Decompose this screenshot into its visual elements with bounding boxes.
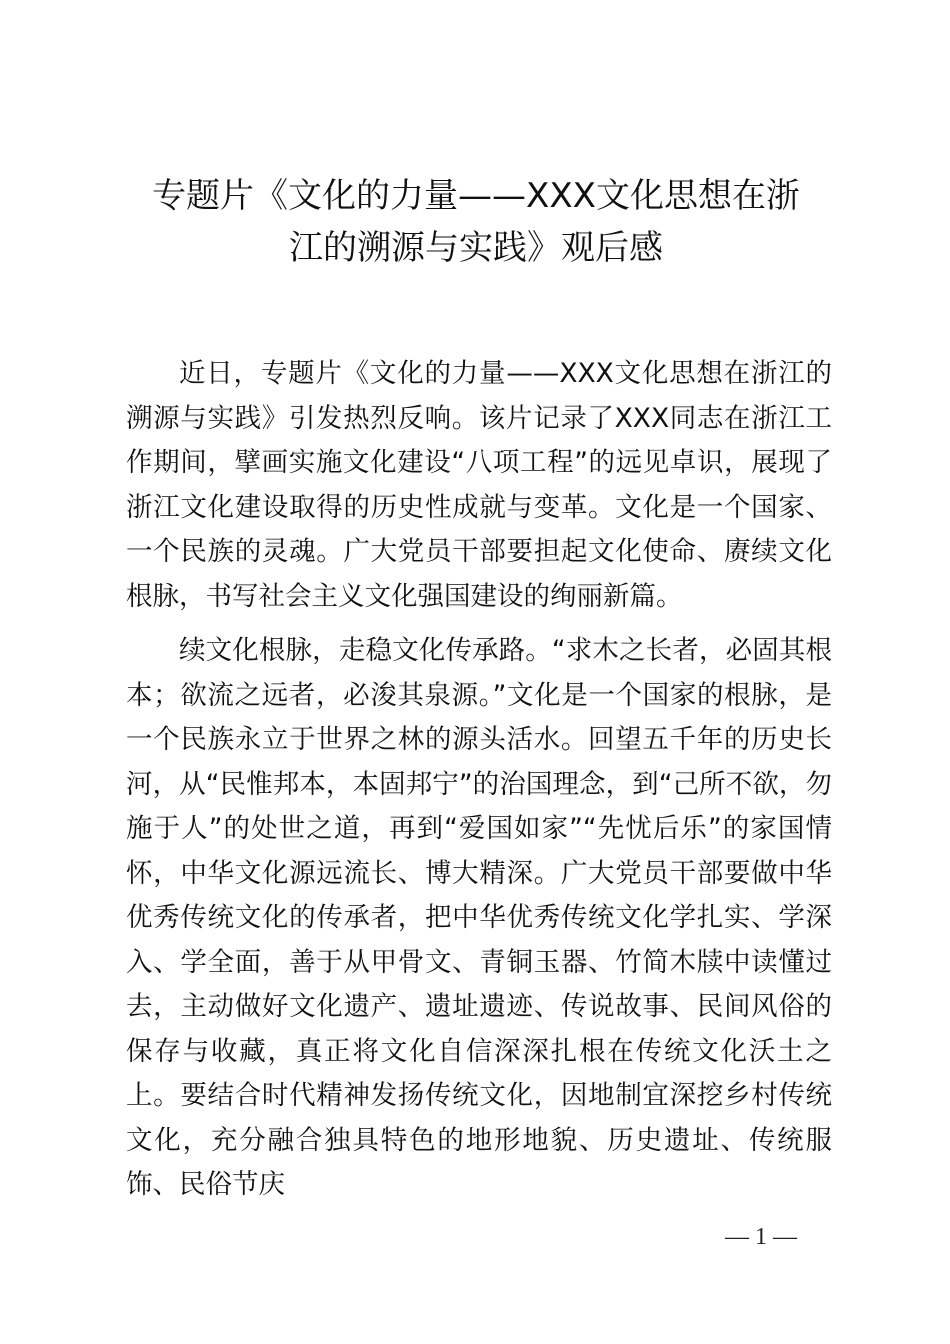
document-title xyxy=(118,170,834,274)
title-line-1: 专题片《文化的力量——XXX文化思想在浙 xyxy=(152,176,800,216)
document-body xyxy=(126,352,832,1218)
title-line-2: 江的溯源与实践》观后感 xyxy=(289,228,663,268)
page-number: — 1 — xyxy=(725,1224,797,1250)
paragraph: 近日，专题片《文化的力量——XXX文化思想在浙江的溯源与实践》引发热烈反响。该片记录了XXX同志在浙江工作期间，擘画实施文化建设“八项工程”的远见卓识，展现了浙江文化建设取得的历史性成就与变革。文化是一个国家、一个民族的灵魂。广大党员干部要担起文化使命、赓续文化根脉，书写社会主义文化强国建设的绚丽新篇。 xyxy=(126,358,832,612)
paragraph: 续文化根脉，走稳文化传承路。“求木之长者，必固其根本；欲流之远者，必浚其泉源。”文化是一个国家的根脉，是一个民族永立于世界之林的源头活水。回望五千年的历史长河，从“民惟邦本，本固邦宁”的治国理念，到“己所不欲，勿施于人”的处世之道，再到“爱国如家”“先忧后乐”的家国情怀，中华文化源远流长、博大精深。广大党员干部要做中华优秀传统文化的传承者，把中华优秀传统文化学扎实、学深入、学全面，善于从甲骨文、青铜玉器、竹简木牍中读懂过去，主动做好文化遗产、遗址遗迹、传说故事、民间风俗的保存与收藏，真正将文化自信深深扎根在传统文化沃土之上。要结合时代精神发扬传统文化，因地制宜深挖乡村传统文化，充分融合独具特色的地形地貌、历史遗址、传统服饰、民俗节庆 xyxy=(126,635,832,1200)
